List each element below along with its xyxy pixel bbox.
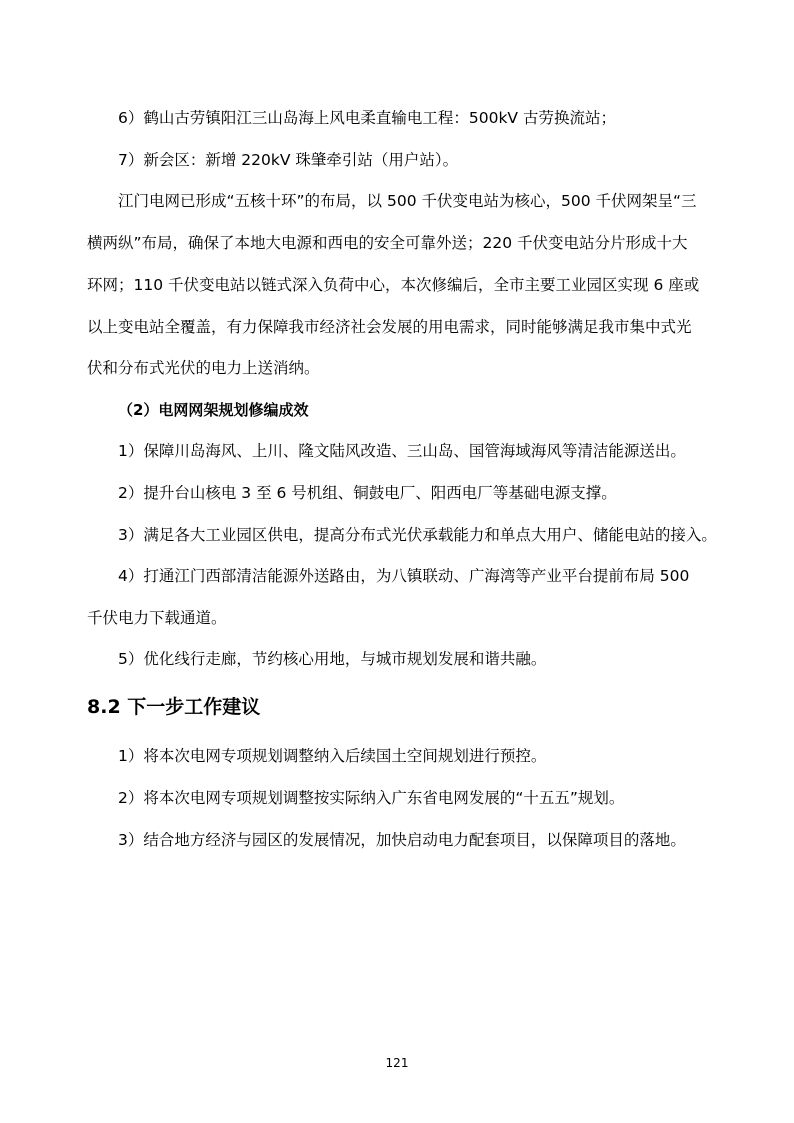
effect-item-5: 5）优化线行走廊，节约核心用地，与城市规划发展和谐共融。	[118, 650, 547, 668]
effect-item-1: 1）保障川岛海风、上川、隆文陆风改造、三山岛、国管海域海风等清洁能源送出。	[118, 442, 686, 460]
list-item-6: 6）鹤山古劳镇阳江三山岛海上风电柔直输电工程：500kV 古劳换流站；	[118, 109, 616, 127]
effect-item-3: 3）满足各大工业园区供电，提高分布式光伏承载能力和单点大用户、储能电站的接入。	[118, 526, 717, 544]
suggestion-item-1: 1）将本次电网专项规划调整纳入后续国土空间规划进行预控。	[118, 747, 547, 765]
section-heading: 8.2 下一步工作建议	[87, 696, 261, 718]
paragraph-line-5: 伏和分布式光伏的电力上送消纳。	[87, 359, 320, 377]
paragraph-line-4: 以上变电站全覆盖，有力保障我市经济社会发展的用电需求，同时能够满足我市集中式光	[87, 318, 692, 336]
effect-item-4: 4）打通江门西部清洁能源外送路由，为八镇联动、广海湾等产业平台提前布局 500	[118, 567, 690, 585]
paragraph-line-3: 环网；110 千伏变电站以链式深入负荷中心，本次修编后，全市主要工业园区实现 6 座或	[87, 276, 700, 294]
suggestion-item-3: 3）结合地方经济与园区的发展情况，加快启动电力配套项目，以保障项目的落地。	[118, 831, 686, 849]
effect-item-2: 2）提升台山核电 3 至 6 号机组、铜鼓电厂、阳西电厂等基础电源支撑。	[118, 484, 617, 502]
paragraph-line-2: 横两纵”布局，确保了本地大电源和西电的安全可靠外送；220 千伏变电站分片形成十大	[87, 234, 688, 252]
list-item-7: 7）新会区：新增 220kV 珠肇牵引站（用户站）。	[118, 151, 459, 169]
paragraph-line-1: 江门电网已形成“五核十环”的布局，以 500 千伏变电站为核心，500 千伏网架呈“三	[118, 192, 697, 210]
subheading: （2）电网网架规划修编成效	[118, 401, 309, 419]
page-number: 121	[385, 1056, 409, 1070]
effect-item-4-cont: 千伏电力下载通道。	[87, 609, 227, 627]
suggestion-item-2: 2）将本次电网专项规划调整按实际纳入广东省电网发展的“十五五”规划。	[118, 789, 625, 807]
